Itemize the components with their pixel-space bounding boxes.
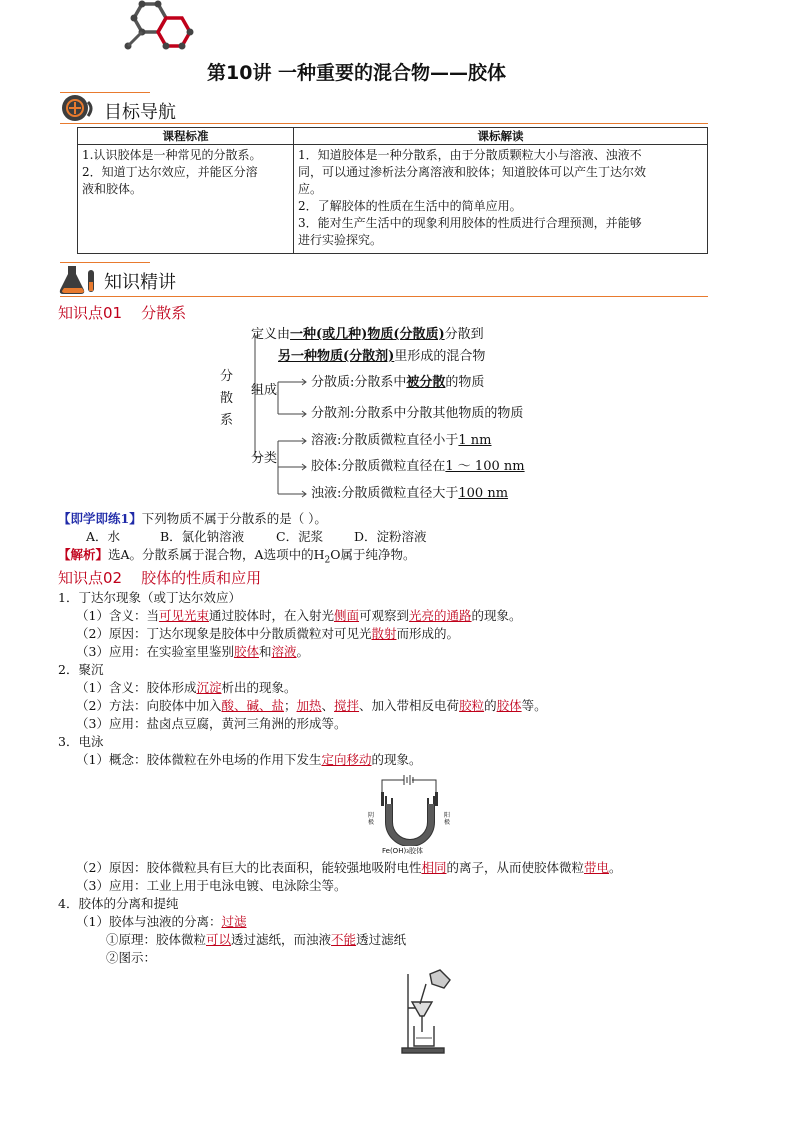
electrophoresis-figure <box>360 770 460 858</box>
interpretation-line: 2．了解胶体的性质在生活中的简单应用。 <box>298 199 522 213</box>
t: 。 <box>609 860 622 875</box>
cls1-b: 1 nm <box>458 433 492 448</box>
composition-label: 组成 <box>251 383 278 398</box>
t: （1）含义：胶体形成 <box>76 680 197 695</box>
t: 、加入带相反电荷 <box>359 698 460 713</box>
tree-definition-line1 <box>251 326 484 344</box>
kp2-title: 知识点02 胶体的性质和应用 <box>58 569 262 587</box>
t: 的离子，从而使胶体微粒 <box>446 860 584 875</box>
exercise-label: 【即学即练1】 <box>58 511 142 526</box>
t: （1）胶体与浊液的分离： <box>76 914 222 929</box>
k: 酸、碱、盐 <box>221 698 284 713</box>
t: 和 <box>258 644 272 659</box>
interpretation-cell <box>294 145 708 254</box>
exercise-question <box>58 510 327 528</box>
definition-prefix: 由 <box>277 327 291 342</box>
exercise-analysis <box>58 546 415 570</box>
tree-root-char: 散 <box>220 391 234 406</box>
k: 加热 <box>296 698 322 713</box>
interpretation-line: 进行实验探究。 <box>298 233 383 247</box>
kp2-s2-1 <box>76 679 297 697</box>
option-a: A．水 <box>86 529 121 544</box>
knowledge-section-title: 知识精讲 <box>104 272 176 293</box>
composition-dispersion-medium: 分散剂:分散系中分散其他物质的物质 <box>311 406 524 421</box>
k: 定向移动 <box>321 752 372 767</box>
kp2-s3-1 <box>76 751 422 769</box>
definition-label: 定义 <box>251 327 278 342</box>
classification-suspension <box>311 485 508 503</box>
classification-label: 分类 <box>251 451 278 466</box>
kp2-s3-3: （3）应用：工业上用于电泳电镀、电泳除尘等。 <box>76 878 347 893</box>
filtration-apparatus-icon <box>396 966 456 1056</box>
kp2-s3-2 <box>76 859 622 877</box>
standards-cell <box>78 145 294 254</box>
t: 通过胶体时，在入射光 <box>208 608 334 623</box>
t: ①原理：胶体微粒 <box>106 932 207 947</box>
t: 、 <box>321 698 335 713</box>
composition-dispersed-phase <box>311 374 484 392</box>
t: ； <box>283 698 297 713</box>
interpretation-line: 同，可以通过渗析法分离溶液和胶体；知道胶体可以产生丁达尔效 <box>298 165 647 179</box>
kp2-s4: 4．胶体的分离和提纯 <box>58 896 179 911</box>
t: 可观察到 <box>359 608 410 623</box>
k: 光亮的通路 <box>409 608 472 623</box>
t: 。 <box>296 644 310 659</box>
interpretation-line: 1．知道胶体是一种分散系，由于分散质颗粒大小与溶液、浊液不 <box>298 148 642 162</box>
t: （1）含义：当 <box>76 608 159 623</box>
definition-solute: 一种(或几种)物质(分散质) <box>290 327 445 342</box>
goal-section-title: 目标导航 <box>104 102 176 123</box>
cathode-label: 阴极 <box>368 812 375 826</box>
interpretation-line: 应。 <box>298 182 323 196</box>
t: （2）原因：丁达尔现象是胶体中分散质微粒对可见光 <box>76 626 372 641</box>
kp2-s1: 1．丁达尔现象（或丁达尔效应） <box>58 590 241 605</box>
kp2-s4-principle <box>106 931 406 949</box>
t: （3）应用：在实验室里鉴别 <box>76 644 234 659</box>
interpretation-col-header: 课标解读 <box>294 128 708 145</box>
standards-line: 2．知道丁达尔效应，并能区分溶 <box>82 165 258 179</box>
analysis-label: 【解析】 <box>58 547 109 562</box>
classification-solution <box>311 432 492 450</box>
knowledge-underline <box>60 296 708 297</box>
t: （2）原因：胶体微粒具有巨大的比表面积，能较强地吸附电性 <box>76 860 422 875</box>
kp2-s1-1 <box>76 607 522 625</box>
k: 溶液 <box>271 644 297 659</box>
standards-line: 1.认识胶体是一种常见的分散系。 <box>82 148 262 162</box>
standards-line: 液和胶体。 <box>82 182 143 196</box>
t: 透过滤纸，而浊液 <box>231 932 332 947</box>
k: 可见光束 <box>158 608 209 623</box>
t: 等。 <box>521 698 547 713</box>
t: 透过滤纸 <box>356 932 407 947</box>
analysis-sub: 2 <box>324 555 331 566</box>
kp2-s4-1 <box>76 913 246 931</box>
k: 可以 <box>206 932 232 947</box>
colloid-caption: Fe(OH)₃胶体 <box>382 847 423 855</box>
k: 散射 <box>371 626 397 641</box>
kp2-s2-2 <box>76 697 547 715</box>
goal-underline <box>60 123 708 124</box>
definition-solvent: 另一种物质(分散剂) <box>278 349 395 364</box>
kp2-s2-3: （3）应用：盐卤点豆腐，黄河三角洲的形成等。 <box>76 716 347 731</box>
t: （1）概念：胶体微粒在外电场的作用下发生 <box>76 752 322 767</box>
cls2-b: 1 ～ 100 nm <box>445 459 525 474</box>
kp2-s2: 2．聚沉 <box>58 662 104 677</box>
exercise-options <box>86 528 427 546</box>
k: 胶粒 <box>459 698 485 713</box>
tree-definition-line2 <box>278 348 485 366</box>
t: 的现象。 <box>471 608 522 623</box>
kp1-title: 知识点01 分散系 <box>58 304 187 322</box>
definition-suffix: 分散到 <box>444 327 484 342</box>
cls3-b: 100 nm <box>458 486 509 501</box>
kp2-s1-2 <box>76 625 459 643</box>
definition-end: 里形成的混合物 <box>394 349 486 364</box>
t: 而形成的。 <box>396 626 459 641</box>
k: 过滤 <box>221 914 247 929</box>
k: 胶体 <box>496 698 522 713</box>
analysis-a: 选A。分散系属于混合物，A选项中的H <box>108 547 325 562</box>
standards-col-header: 课程标准 <box>78 128 294 145</box>
comp1-c: 的物质 <box>445 375 485 390</box>
k: 搅拌 <box>334 698 360 713</box>
comp1-a: 分散质:分散系中 <box>311 375 407 390</box>
t: 的现象。 <box>371 752 422 767</box>
cls1-a: 溶液:分散质微粒直径小于 <box>311 433 459 448</box>
t: 析出的现象。 <box>221 680 297 695</box>
anode-label: 阳极 <box>444 812 451 826</box>
k: 相同 <box>421 860 447 875</box>
exercise-text: 下列物质不属于分散系的是（ ）。 <box>141 511 327 526</box>
kp2-s3: 3．电泳 <box>58 734 104 749</box>
t: （2）方法：向胶体中加入 <box>76 698 222 713</box>
tree-root-char: 分 <box>220 369 234 384</box>
molecule-logo-icon <box>120 0 196 56</box>
tree-root-char: 系 <box>220 413 234 428</box>
option-b: B．氯化钠溶液 <box>160 529 245 544</box>
kp2-s4-figure-label: ②图示： <box>106 950 157 965</box>
comp1-b: 被分散 <box>406 375 446 390</box>
k: 侧面 <box>334 608 360 623</box>
classification-colloid <box>311 458 525 476</box>
k: 带电 <box>584 860 610 875</box>
standards-table <box>77 127 708 254</box>
k: 不能 <box>331 932 357 947</box>
cls2-a: 胶体:分散质微粒直径在 <box>311 459 446 474</box>
k: 沉淀 <box>196 680 222 695</box>
flask-icon <box>58 262 102 296</box>
brain-head-icon <box>58 92 98 124</box>
interpretation-line: 3．能对生产生活中的现象利用胶体的性质进行合理预测，并能够 <box>298 216 642 230</box>
analysis-b: O属于纯净物。 <box>330 547 416 562</box>
option-d: D．淀粉溶液 <box>354 529 427 544</box>
t: 的 <box>484 698 497 713</box>
page-title: 第10讲 一种重要的混合物——胶体 <box>207 62 507 84</box>
kp2-s1-3 <box>76 643 309 661</box>
k: 胶体 <box>233 644 259 659</box>
u-tube-icon <box>360 770 460 846</box>
option-c: C．泥浆 <box>276 529 324 544</box>
cls3-a: 浊液:分散质微粒直径大于 <box>311 486 459 501</box>
